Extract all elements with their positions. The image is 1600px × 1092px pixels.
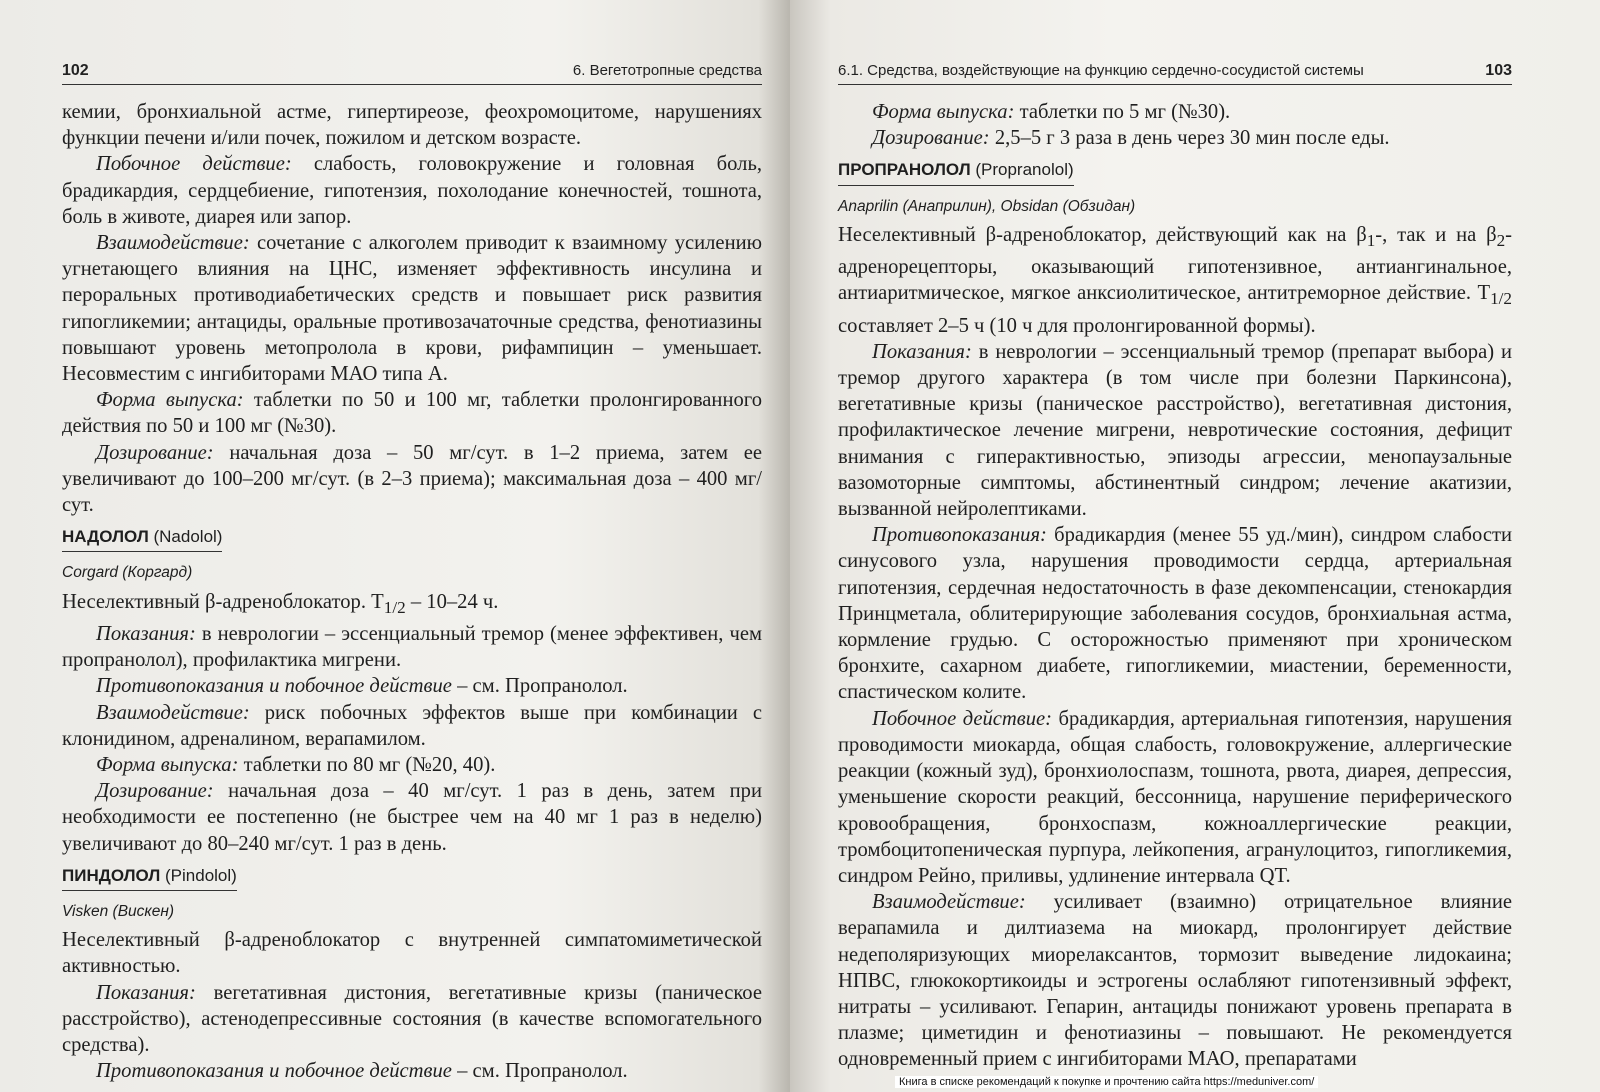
paragraph-text: риск побочных эффектов выше при комбинации с клонидином, адреналином, верапамилом. (62, 701, 762, 750)
paragraph-label: Форма выпуска: (96, 389, 244, 412)
paragraph (62, 778, 762, 857)
drug-heading-propranolol (838, 157, 1074, 185)
left-page (0, 0, 790, 1092)
paragraph (62, 700, 762, 752)
paragraph-label: Форма выпуска: (96, 753, 239, 776)
paragraph (62, 387, 762, 439)
paragraph-label: Побочное действие: (96, 153, 292, 176)
paragraph (62, 230, 762, 387)
drug-heading-latin: (Nadolol) (148, 527, 223, 547)
paragraph-label: Противопоказания: (872, 524, 1047, 547)
paragraph-text: кемии, бронхиальной астме, гипертиреозе, феохромоцитоме, нарушениях функции печени и/или почек, пожилом и детском возрасте. (62, 101, 762, 150)
paragraph-text: 2,5–5 г 3 раза в день через 30 мин после еды. (989, 127, 1390, 150)
subscript: 2 (1496, 230, 1506, 250)
paragraph-label: Взаимодействие: (96, 232, 250, 255)
paragraph (62, 589, 762, 621)
paragraph (838, 222, 1512, 339)
paragraph-label: Побочное действие: (872, 707, 1053, 730)
paragraph-text: Неселективный β-адреноблокатор. T (62, 590, 384, 613)
paragraph-label: Форма выпуска: (872, 101, 1015, 123)
paragraph-label: Дозирование: (872, 127, 990, 150)
drug-heading-latin: (Propranolol) (970, 160, 1074, 180)
right-page (790, 0, 1600, 1092)
paragraph (62, 980, 762, 1059)
paragraph-text: Неселективный β-адреноблокатор с внутренней симпатомиметической активностью. (62, 929, 762, 978)
paragraph (838, 889, 1512, 1072)
left-body-text (62, 99, 762, 1084)
paragraph-text: таблетки по 80 мг (№20, 40). (238, 753, 496, 776)
paragraph-text: таблетки по 50 и 100 мг, таблетки пролонгированного действия по 50 и 100 мг (№30). (62, 389, 762, 438)
drug-heading-latin: (Pindolol) (160, 865, 237, 885)
paragraph-text: начальная доза – 40 мг/сут. 1 раз в день, затем при необходимости ее постепенно (не быстрее чем на 40 мг 1 раз в неделю) увеличивают до 80–240 мг/сут. 1 раз в день. (62, 780, 762, 855)
left-running-head (62, 62, 762, 85)
brand-names: Anaprilin (Анаприлин), Obsidan (Обзидан) (838, 197, 1136, 215)
brand-names: Visken (Вискен) (62, 903, 175, 920)
paragraph-label: Дозирование: (96, 780, 214, 803)
paragraph (62, 440, 762, 519)
paragraph-label: Взаимодействие: (96, 701, 250, 724)
drug-heading-name: НАДОЛОЛ (62, 527, 149, 547)
paragraph-label: Показания: (872, 340, 972, 363)
paragraph-text: слабость, головокружение и головная боль, брадикардия, сердцебиение, гипотензия, похолодание конечностей, тошнота, боль в животе, диарея или запор. (62, 153, 762, 228)
paragraph (62, 752, 762, 778)
paragraph-text: вегетативная дистония, вегетативные кризы (паническое расстройство), астенодепрессивные состояния (в качестве вспомогательного средства). (62, 981, 762, 1057)
subscript: 1 (1366, 230, 1376, 250)
right-body-text (838, 99, 1512, 1073)
brand-names: Corgard (Коргард) (62, 564, 193, 582)
drug-heading-nadolol (62, 524, 222, 552)
paragraph (838, 706, 1512, 889)
paragraph (838, 339, 1512, 522)
paragraph-label: Дозирование: (96, 441, 214, 464)
paragraph-text: Неселективный β-адреноблокатор, действующий как на β (838, 223, 1367, 246)
paragraph-text: составляет 2–5 ч (10 ч для пролонгированной формы). (838, 314, 1316, 337)
paragraph-label: Противопоказания и побочное действие (96, 675, 452, 698)
paragraph-label: Показания: (96, 622, 196, 645)
paragraph-text: -адренорецепторы, оказывающий гипотензивное, антиангинальное, антиаритмическое, мягкое анксиолитическое, антитреморное действие. T (838, 223, 1512, 305)
drug-heading-name: ПРОПРАНОЛОЛ (838, 160, 971, 180)
paragraph-text: таблетки по 5 мг (№30). (1014, 101, 1231, 123)
site-watermark: Книга в списке рекомендаций к покупке и прочтению сайта https://meduniver.com/ (895, 1076, 1318, 1088)
paragraph (62, 621, 762, 673)
paragraph-text: начальная доза – 50 мг/сут. в 1–2 приема, затем ее увеличивают до 100–200 мг/сут. (в 2–3 приема); максимальная доза – 400 мг/сут. (62, 441, 762, 517)
drug-heading-name: ПИНДОЛОЛ (62, 865, 161, 885)
paragraph (62, 1058, 762, 1084)
paragraph-text: – см. Пропранолол. (451, 675, 628, 698)
left-running-head-title: 6. Вегетотропные средства (572, 62, 762, 79)
drug-heading-pindolol (62, 863, 237, 891)
subscript: 1/2 (383, 597, 406, 617)
paragraph-text: в неврологии – эссенциальный тремор (препарат выбора) и тремор другого характера (в том числе при болезни Паркинсона), вегетативные кризы (паническое расстройство), вегетативная дистония, профилактическое лечение мигрени, невротические состояния, дефицит внимания с гиперактивностью, эпизоды агрессии, менопаузальные вазомоторные симптомы, абстинентный синдром; лечение акатизии, вызванной нейролептиками. (838, 340, 1512, 521)
paragraph (838, 125, 1512, 151)
right-page-number: 103 (1485, 62, 1512, 79)
paragraph-label: Показания: (96, 981, 196, 1004)
paragraph (62, 151, 762, 230)
paragraph (838, 99, 1512, 125)
paragraph-text: усиливает (взаимно) отрицательное влияние верапамила и дилтиазема на миокард, пролонгирует действие недеполяризующих миорелаксантов, тормозит выведение лидокаина; НПВС, глюкокортикоиды и эстрогены ослабляют гипотензивный эффект, нитраты – усиливают. Гепарин, антациды понижают уровень препарата в плазме; циметидин и фенотиазины – повышают. Не рекомендуется одновременный прием с ингибиторами МАО, препаратами (838, 891, 1512, 1071)
left-page-number: 102 (62, 62, 89, 79)
paragraph-text: брадикардия (менее 55 уд./мин), синдром слабости синусового узла, нарушения проводимости сердца, артериальная гипотензия, сердечная недостаточность в фазе декомпенсации, стенокардия Принцметала, облитерирующие заболевания сосудов, бронхиальная астма, кормление грудью. С осторожностью применяют при хроническом бронхите, сахарном диабете, гипогликемии, миастении, беременности, спастическом колите. (838, 524, 1512, 704)
subscript: 1/2 (1490, 289, 1512, 309)
paragraph (62, 927, 762, 979)
paragraph-label: Взаимодействие: (872, 891, 1026, 914)
paragraph-text: – см. Пропранолол. (451, 1060, 628, 1083)
right-running-head (838, 62, 1512, 85)
paragraph (62, 673, 762, 699)
paragraph-text: в неврологии – эссенциальный тремор (менее эффективен, чем пропранолол), профилактика мигрени. (62, 622, 762, 672)
paragraph-text: – 10–24 ч. (405, 590, 499, 613)
paragraph (62, 99, 762, 151)
paragraph-text: сочетание с алкоголем приводит к взаимному усилению угнетающего влияния на ЦНС, изменяет эффективность инсулина и пероральных противодиабетических средств и повышает риск развития гипогликемии; антациды, оральные противозачаточные средства, фенотиазины повышают уровень метопролола в крови, рифампицин – уменьшает. Несовместим с ингибиторами МАО типа А. (62, 232, 762, 386)
paragraph (838, 522, 1512, 705)
right-running-head-title: 6.1. Средства, воздействующие на функцию сердечно-сосудистой системы (838, 62, 1364, 79)
paragraph-text: -, так и на β (1375, 223, 1497, 246)
paragraph-text: брадикардия, артериальная гипотензия, нарушения проводимости миокарда, общая слабость, головокружение, аллергические реакции (кожный зуд), бронхиолоспазм, тошнота, рвота, диарея, депрессия, уменьшение скорости реакций, бессонница, нарушение периферического кровообращения, бронхоспазм, кожноаллергические реакции, тромбоцитопеническая пурпура, лейкопения, агранулоцитоз, гипогликемия, синдром Рейно, приливы, удлинение интервала QT. (838, 707, 1512, 887)
paragraph-label: Противопоказания и побочное действие (96, 1060, 452, 1083)
